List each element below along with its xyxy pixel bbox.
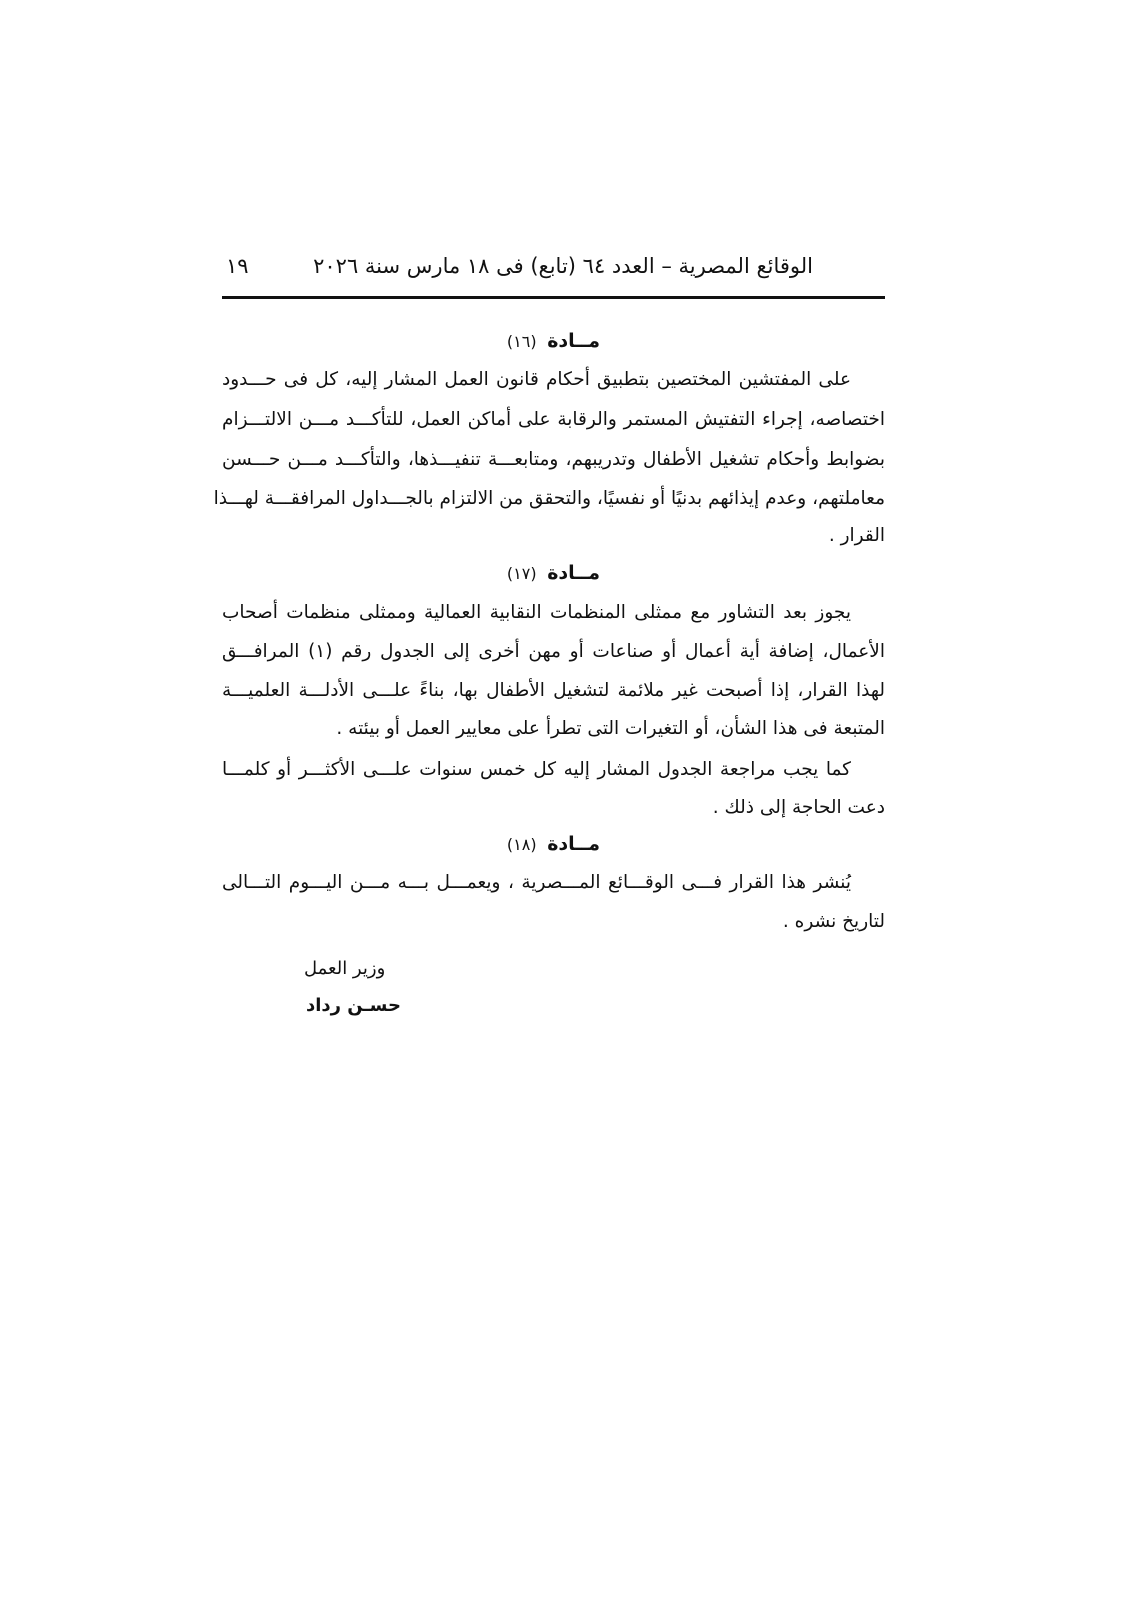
article-label: مــادة — [547, 562, 601, 584]
article-18-line: يُنشر هذا القرار فـــى الوقـــائع المـــصرية ، ويعمـــل بـــه مـــن اليـــوم التـــالى — [222, 872, 851, 893]
article-number: (١٧) — [506, 564, 537, 583]
article-18-title — [222, 833, 885, 855]
article-16-line: بضوابط وأحكام تشغيل الأطفال وتدريبهم، ومتابعـــة تنفيـــذها، والتأكـــد مـــن حـــسن — [222, 449, 885, 470]
article-16-line: القرار . — [828, 525, 885, 546]
article-label: مــادة — [547, 833, 601, 855]
article-number: (١٦) — [506, 332, 537, 351]
article-16-line: معاملتهم، وعدم إيذائهم بدنيًا أو نفسيًا، والتحقق من الالتزام بالجـــداول المرافقـــة لهـــذا — [213, 488, 885, 509]
article-16-line: على المفتشين المختصين بتطبيق أحكام قانون العمل المشار إليه، كل فى حـــدود — [222, 369, 851, 390]
article-17-title — [222, 562, 885, 584]
page-number: ١٩ — [226, 254, 249, 278]
header-title: الوقائع المصرية – العدد ٦٤ (تابع) فى ١٨ مارس سنة ٢٠٢٦ — [313, 254, 813, 278]
article-17-line: يجوز بعد التشاور مع ممثلى المنظمات النقابية العمالية وممثلى منظمات أصحاب — [222, 602, 851, 623]
signature-name: حسـن رداد — [306, 995, 401, 1016]
article-17-line: الأعمال، إضافة أية أعمال أو صناعات أو مهن أخرى إلى الجدول رقم (١) المرافـــق — [222, 641, 885, 662]
document-page — [213, 0, 885, 1600]
article-17-line: دعت الحاجة إلى ذلك . — [712, 797, 885, 818]
article-17-line: المتبعة فى هذا الشأن، أو التغيرات التى تطرأ على معايير العمل أو بيئته . — [336, 718, 885, 739]
article-18-line: لتاريخ نشره . — [782, 911, 885, 932]
signature-role: وزير العمل — [304, 958, 386, 979]
header-divider — [222, 296, 885, 299]
article-number: (١٨) — [506, 835, 537, 854]
article-17-line: كما يجب مراجعة الجدول المشار إليه كل خمس سنوات علـــى الأكثـــر أو كلمـــا — [222, 759, 851, 780]
article-16-title — [222, 330, 885, 352]
article-17-line: لهذا القرار، إذا أصبحت غير ملائمة لتشغيل الأطفال بها، بناءً علـــى الأدلـــة العلميـــة — [222, 680, 885, 701]
article-16-line: اختصاصه، إجراء التفتيش المستمر والرقابة على أماكن العمل، للتأكـــد مـــن الالتـــزام — [222, 409, 885, 430]
page-header — [222, 254, 885, 290]
article-label: مــادة — [547, 330, 601, 352]
